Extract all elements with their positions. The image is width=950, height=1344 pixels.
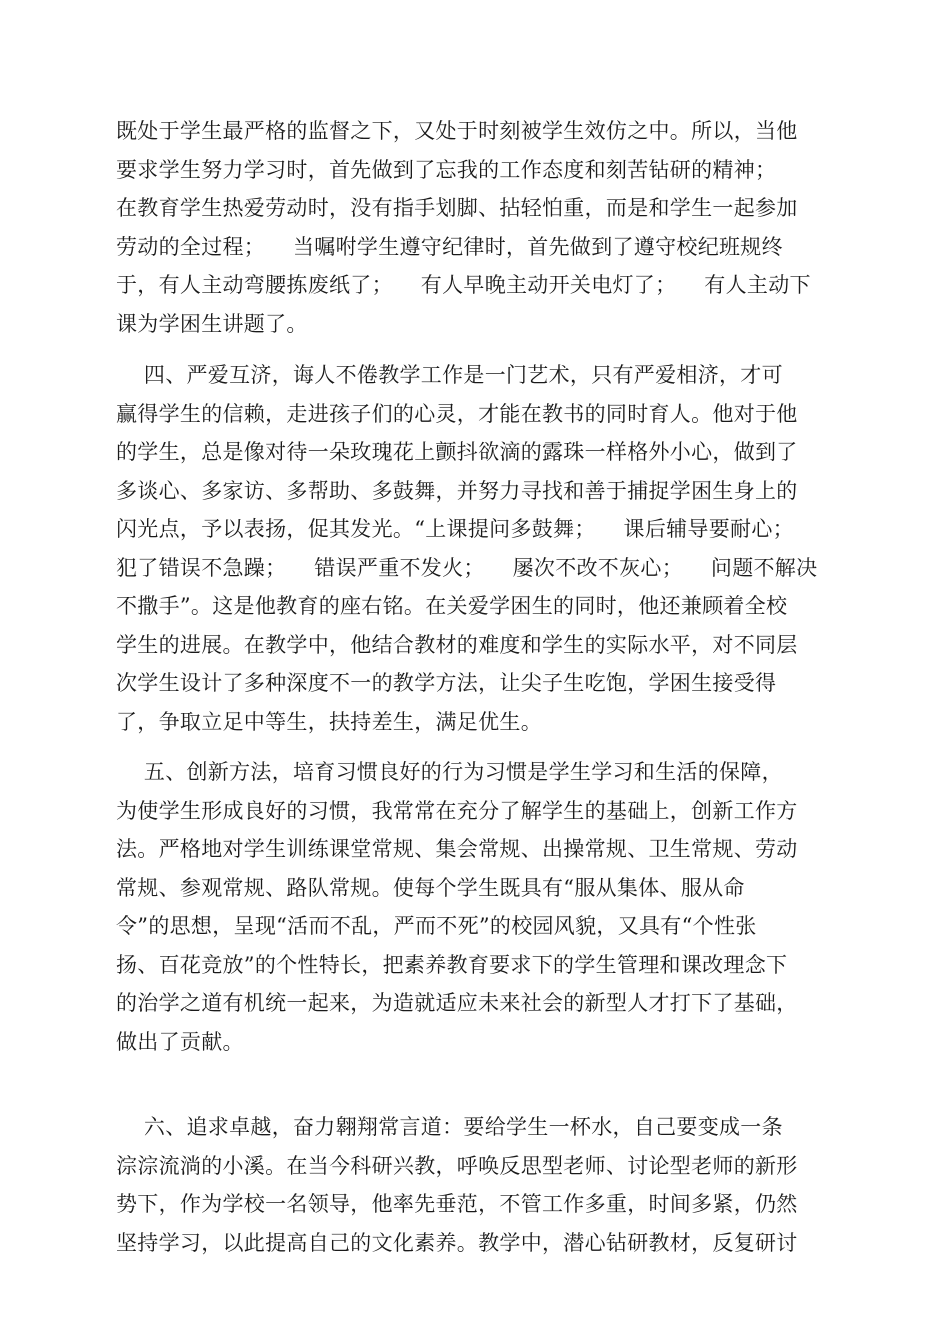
text-line: 次学生设计了多种深度不一的教学方法，让尖子生吃饱，学困生接受得: [116, 671, 777, 695]
text-line: 为使学生形成良好的习惯，我常常在充分了解学生的基础上，创新工作方: [116, 798, 798, 823]
text-line: 令”的思想，呈现“活而不乱，严而不死”的校园风貌，又具有“个性张: [116, 914, 757, 938]
text-line: 既处于学生最严格的监督之下，又处于时刻被学生效仿之中。所以，当他: [116, 119, 798, 143]
text-line: 犯了错误不急躁； 错误严重不发火； 屡次不改不灰心； 问题不解决: [116, 555, 818, 580]
text-line: 扬、百花竞放”的个性特长，把素养教育要求下的学生管理和课改理念下: [116, 952, 788, 977]
text-line: 劳动的全过程； 当嘱咐学生遵守纪律时，首先做到了遵守校纪班规终: [116, 234, 783, 259]
text-line: 四、严爱互济，诲人不倦教学工作是一门艺术，只有严爱相济，才可: [116, 363, 783, 387]
text-line: 六、追求卓越，奋力翱翔常言道：要给学生一杯水，自己要变成一条: [116, 1115, 783, 1139]
text-line: 坚持学习，以此提高自己的文化素养。教学中，潜心钻研教材，反复研讨: [116, 1230, 798, 1255]
paragraph-section-four: [116, 356, 836, 741]
text-line: 的治学之道有机统一起来，为造就适应未来社会的新型人才打下了基础，: [116, 991, 798, 1015]
paragraph-section-six: [116, 1108, 836, 1262]
text-line: 要求学生努力学习时，首先做到了忘我的工作态度和刻苦钻研的精神；: [116, 157, 777, 182]
text-line: 赢得学生的信赖，走进孩子们的心灵，才能在教书的同时育人。他对于他: [116, 401, 798, 426]
text-line: 闪光点，予以表扬，促其发光。“上课提问多鼓舞； 课后辅导要耐心；: [116, 517, 794, 541]
text-line: 做出了贡献。: [116, 1029, 244, 1054]
text-line: 学生的进展。在教学中，他结合教材的难度和学生的实际水平，对不同层: [116, 632, 798, 657]
text-line: 课为学困生讲题了。: [116, 311, 308, 336]
paragraph-exemplary-conduct: [116, 112, 836, 343]
text-line: 五、创新方法，培育习惯良好的行为习惯是学生学习和生活的保障，: [116, 760, 783, 784]
text-line: 于，有人主动弯腰拣废纸了； 有人早晚主动开关电灯了； 有人主动下: [116, 273, 811, 297]
text-line: 势下，作为学校一名领导，他率先垂范，不管工作多重，时间多紧，仍然: [116, 1192, 798, 1216]
text-line: 在教育学生热爱劳动时，没有指手划脚、拈轻怕重，而是和学生一起参加: [116, 196, 798, 220]
text-line: 多谈心、多家访、多帮助、多鼓舞，并努力寻找和善于捕捉学困生身上的: [116, 478, 798, 503]
text-line: 法。严格地对学生训练课堂常规、集会常规、出操常规、卫生常规、劳动: [116, 837, 798, 861]
text-line: 不撒手”。这是他教育的座右铭。在关爱学困生的同时，他还兼顾着全校: [116, 594, 788, 618]
text-line: 的学生，总是像对待一朵玫瑰花上颤抖欲滴的露珠一样格外小心，做到了: [116, 440, 798, 464]
text-line: 常规、参观常规、路队常规。使每个学生既具有“服从集体、服从命: [116, 875, 745, 900]
text-line: 了，争取立足中等生，扶持差生，满足优生。: [116, 709, 542, 734]
paragraph-section-five: [116, 753, 836, 1061]
text-line: 淙淙流淌的小溪。在当今科研兴教，呼唤反思型老师、讨论型老师的新形: [116, 1153, 798, 1178]
